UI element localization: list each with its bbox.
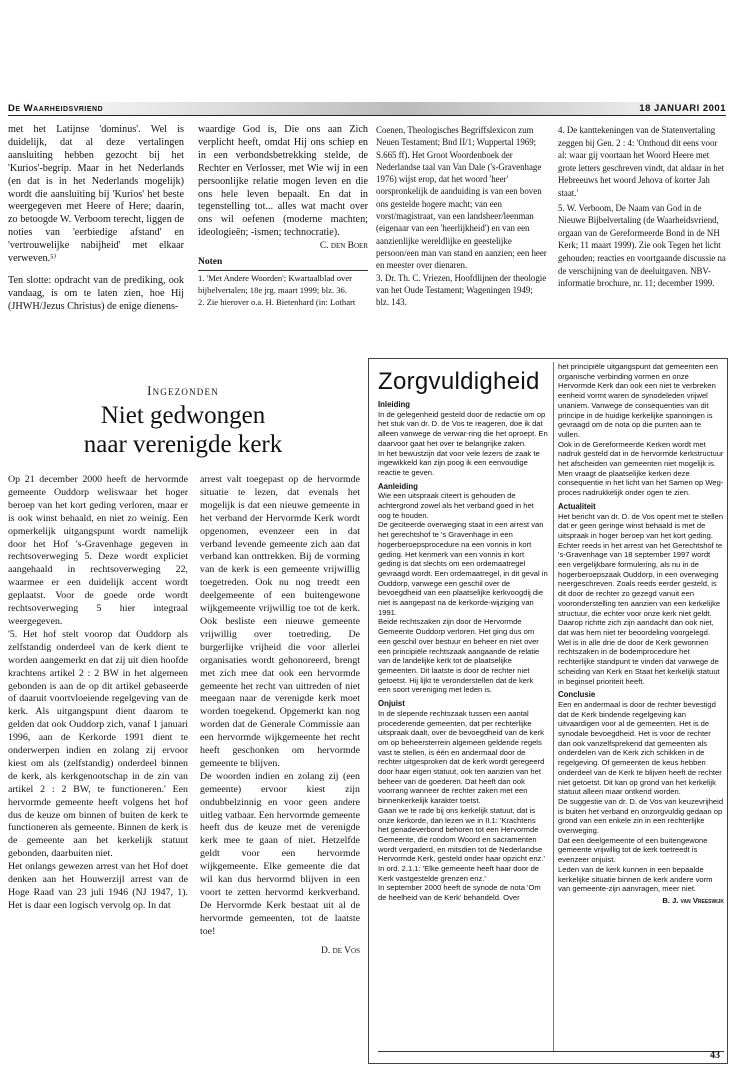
section-text: Wie een uitspraak citeert is gehouden de achtergrond zowel als het verband goed in het oog te houden. De geciteerde overweging staat in een arrest van het gerechtshof te 's Gravenhage in een hogerberoepsprocedure na een vonnis in kort geding. Het kenmerk van een vonnis in kort geding is dat slechts om een ordemaatregel gevraagd wordt. Een ordemaatregel, in dit geval in Ouddorp, vanwege een geschil over de bevoegdheid van een plaatselijke kerkvoogdij die niet is aangepast na de kerkorde-wijziging van 1991. Beide rechtszaken zijn door de Hervormde Gemeente Ouddorp verloren. Het ging dus om een geschil over bestuur en beheer en niet over een principiële rechtszaak aangaande de relatie van de landelijke kerk tot de plaatselijke gemeenten. Dit laatste is door de rechter niet getoetst. Hij lijkt te veronderstellen dat de kerk een soort vereniging met leden is.	[378, 491, 548, 695]
page-number: 43	[710, 1050, 720, 1061]
title-line-2: naar verenigde kerk	[83, 431, 283, 458]
top-column-1	[8, 124, 184, 314]
article2-title: Zorgvuldigheid	[378, 368, 540, 395]
paragraph: '5. Het hof stelt voorop dat Ouddorp als zelfstandig onderdeel van de kerk dient te worden aangemerkt en dat zij uit dien hoofde krachtens artikel 2 : 2 BW in het algemeen gebonden is aan de op dit artikel gebaseerde of daaruit voortvloeiende regelgeving van de kerk. Als uitgangspunt dient daarom te gelden dat ook Ouddorp zich, vanaf 1 januari 1996, aan de Kerkorde 1991 dient te onderwerpen indien en zolang zij ervoor kiest om als (zelfstandig) onderdeel binnen de kerk, als kerkgenootschap in de zin van artikel 2 : 2 BW, te functioneren.' Een hervormde gemeente heeft volgens het hof dus de keuze om binnen of buiten de kerk te functioneren als gemeente. Binnen de kerk is de gemeente aan het kerkelijk statuut gebonden, daarbuiten niet.	[8, 628, 188, 860]
author-signature: D. de Vos	[321, 945, 360, 956]
notes-heading: Noten	[198, 257, 223, 268]
top-column-3	[376, 124, 548, 308]
note-1: 1. 'Met Andere Woorden'; Kwartaalblad over bijbelvertalen; 18e jrg. maart 1999; blz. 36.	[198, 272, 353, 295]
top-column-2	[198, 124, 368, 308]
top-column-4	[558, 124, 728, 290]
article1-column-2	[200, 474, 360, 958]
note-4: 4. De kanttekeningen van de Statenvertaling zeggen bij Gen. 2 : 4: 'Onthoud dit eens voor al: waar gij voortaan het Woord Heere met grote letters geschreven vindt, dat aldaar in het Hebreeuws het woord Jehova of korter Jah staat.'	[558, 125, 725, 198]
paragraph: Ten slotte: opdracht van de prediking, ook vandaag, is om te laten zien, hoe Hij (JHWH/Jezus Christus) de enige dienens-	[8, 274, 184, 312]
issue-date: 18 JANUARI 2001	[639, 103, 726, 114]
section-heading: Onjuist	[378, 699, 405, 709]
section-heading: Aanleiding	[378, 481, 418, 491]
notes-block	[198, 257, 368, 308]
section-heading: Conclusie	[558, 690, 596, 700]
section-kicker: Ingezonden	[147, 383, 219, 398]
note-2: 2. Zie hierover o.a. H. Bietenhard (in: Lothart	[198, 296, 356, 307]
note-3: 3. Dr. Th. C. Vriezen, Hoofdlijnen der theologie van het Oude Testament; Wageningen 1949; blz. 143.	[376, 272, 547, 308]
note-5: 5. W. Verboom, De Naam van God in de Nieuwe Bijbelvertaling (de Waarheidsvriend, orgaan van de Gereformeerde Bond in de NH Kerk; 11 maart 1999). Zie ook Tegen het licht gehouden; reacties en voortgaande discussie na de verschijning van de deeluitgaven. NBV-informatie brochure, nr. 11; december 1999.	[558, 202, 726, 289]
section-text: Een en andermaal is door de rechter bevestigd dat de Kerk bindende regelgeving kan uitvaardigen voor al de gemeenten. Het is de synodale bevoegdheid. Het is voor de rechter dan ook vanzelfsprekend dat gemeenten als onderdelen van de Kerk zich schikken in de regelgeving. Of gemeenten de keus hebben onderdeel van de Kerk te blijven heeft de rechter niet getoetst. Dit kan op grond van het kerkelijk statuut alleen maar ontkend worden. De suggestie van dr. D. de Vos van keuzevrijheid is buiten het verband en onzorgvuldig gedaan op grond van een enkele zin in een rechterlijke overweging. Dat een deelgemeente of een buitengewone gemeente vrijwillig tot de kerk toetreedt is evenzeer onjuist. Leden van de kerk kunnen in een bepaalde kerkelijke situatie binnen de kerk andere vorm van gemeente-zijn aanvragen, meer niet.	[558, 699, 724, 894]
article-title	[8, 401, 358, 459]
article2-column-1	[378, 398, 548, 903]
section-text: In de gelegenheid gesteld door de redactie om op het stuk van dr. D. de Vos te reageren, doe ik dat alleen vanwege de verwar-ring die het oproept. En daarvoor gaat het over te belangrijke zaken. In het bewustzijn dat voor vele lezers de zaak te ingewikkeld kan zijn poog ik een eenvoudige reactie te geven.	[378, 409, 548, 477]
column-divider	[553, 362, 554, 1052]
paragraph: met het Latijnse 'dominus'. Wel is duidelijk, dat al deze vertalingen aansluiting hebben gezocht bij het 'Kurios'-begrip. Maar in het Nederlands (en dat is in het Nederlands mogelijk) wordt die aansluiting bij 'Kurios' het beste weergegeven met Heere of Here; daarin, zo betoogde W. Verboom terecht, liggen de noties van 'eerbiedige afstand' en 'vertrouwelijke nabijheid' met elkaar verweven.⁵⁾	[8, 124, 184, 265]
paragraph: Op 21 december 2000 heeft de hervormde gemeente Ouddorp weliswaar het hoger beroep van het kort geding verloren, maar er is ook winst behaald, en niet zo weinig. Een opmerkelijk uitgangspunt wordt namelijk door het Hof 's-Gravenhage gegeven in rechtsoverweging 5. Deze wordt expliciet aangehaald in rechtsoverweging 22, waarmee er een duidelijk accent wordt geplaatst. Voor de goede orde wordt rechtsoverweging 5 hier integraal weergegeven.	[8, 474, 188, 627]
notes-rule	[198, 270, 368, 271]
title-line-1: Niet gedwongen	[100, 402, 266, 429]
section-heading: Actualiteit	[558, 501, 596, 511]
section-text: In de slepende rechtszaak tussen een aantal procederende gemeenten, dat per rechterlijke uitspraak daalt, over de bevoegdheid van de kerk om op beheersterrein algemeen geldende regels vast te stellen, is één en andermaal door de rechter uitgesproken dat de kerk wordt geregeerd door haar eigen statuut, ook ten aanzien van het beheer van de goederen. Dat heeft dan ook voorrang wanneer de rechter zaken met een binnenkerkelijk karakter toetst. Gaan we te rade bij ons kerkelijk statuut, dat is onze kerkorde, dan lezen we in II.1: 'Krachtens het genadeverbond behoren tot een Hervormde Gemeente, die rondom Woord en sacramenten wordt vergaderd, en mitsdien tot de Nederlandse Hervormde Kerk, gesteld onder haar opzicht enz.' In ord. 2.1.1: 'Elke gemeente heeft haar door de Kerk vastgestelde grenzen enz.' In september 2000 heeft de synode de nota 'Om de heelheid van de Kerk' behandeld. Over	[378, 708, 545, 903]
paragraph: waardige God is, Die ons aan Zich verplicht heeft, omdat Hij ons schiep en in een verbondsbetrekking stelde, de Rechter en Verlosser, met Wie wij in een persoonlijke relatie mogen leven en die ons hele leven bepaalt. En dat in tegenstelling tot... alles wat macht over ons wil oefenen (moderne machten; ideologieën; -ismen; technocratie).	[198, 124, 368, 239]
article1-column-1	[8, 474, 188, 913]
section-text: Het bericht van dr. D. de Vos opent met te stellen dat er geen geringe winst behaald is met de uitspraak in hoger beroep van het kort geding. Echter reeds in het arrest van het Gerechtshof te 's-Gravenhage van 18 september 1997 wordt een vergelijkbare formulering, als nu in de hogerberoepszaak Ouddorp, in een overweging neergeschreven. Zoals reeds eerder gesteld, is dit door de rechter zo gezegd vanuit een vooronderstelling ten aanzien van een kerkelijke structuur, die echter voor onze kerk niet geldt. Daarop richtte zich zijn aandacht dan ook niet, dat was hem niet ter beoordeling voorgelegd. Wel is in alle drie de door de Kerk gewonnen rechtszaken in de bodemprocedure het rechterlijke standpunt te vinden dat vanwege de scheiding van Kerk en Staat het kerkelijk statuut in beginsel prioriteit heeft.	[558, 511, 724, 686]
publication-name: De Waarheidsvriend	[8, 103, 104, 114]
note-continuation: Coenen, Theologisches Begriffslexicon zum Neuen Testament; Bnd II/1; Wuppertal 1969; S.665 ff). Het Groot Woordenboek der Nederlandse taal van Van Dale ('s-Gravenhage 1976) wijst erop, dat het woord 'heer' oorspronkelijk de aanduiding is van een boven ons gestelde hogere macht; van een vorst/magistraat, van een landsheer/leenman (eigenaar van een 'heerlijkheid') en van een aanzienlijke wereldlijke en geestelijke persoon/een man van stand en aanzien; een heer en meester over dienaren.	[376, 125, 547, 271]
section-heading: Inleiding	[378, 400, 411, 409]
paragraph: Het onlangs gewezen arrest van het Hof doet denken aan het Houwerzijl arrest van de Hoge Raad van 23 juli 1946 (NJ 1947, 1). Het is daar een logisch vervolg op. In dat	[8, 861, 188, 911]
section-text: het principiële uitgangspunt dat gemeenten een organische verbinding vormen en onze Hervormde Kerk dan ook een niet te verbreken eenheid vormt waren de synodeleden vrijwel unaniem. Vanwege de consequenties van dit principe in de huidige kerkelijke spanningen is gevraagd om de nota op die punten aan te vullen. Ook in de Gereformeerde Kerken wordt met nadruk gesteld dat in de hervormde kerkstructuur het afscheiden van gemeenten niet mogelijk is. Men vraagt de plaatselijke kerken deze consequentie in het licht van het Samen op Weg-proces nadrukkelijk onder ogen te zien.	[558, 362, 724, 498]
author-signature: C. den Boer	[319, 241, 368, 252]
paragraph: De woorden indien en zolang zij (een gemeente) ervoor kiest zijn ondubbelzinnig en voor geen andere uitleg vatbaar. Een hervormde gemeente heeft dus de keuze met de verenigde kerk mee te gaan of niet. Hetzelfde geldt voor een hervormde wijkgemeente. Elke gemeente die dat wil kan dus hervormd blijven in een voort te zetten hervormd kerkverband. De Hervormde Kerk bestaat uit al de hervormde gemeenten, tot de laatste toe!	[200, 770, 360, 937]
running-header	[8, 102, 726, 116]
author-signature: B. J. van Vreeswijk	[662, 895, 724, 905]
article2-column-2	[558, 362, 724, 906]
paragraph: arrest valt toegepast op de hervormde situatie te lezen, dat evenals het mogelijk is dat een nieuwe gemeente in het verband der Hervormde Kerk wordt opgenomen, evenzeer een in dat verband levende gemeente zich aan dat verband kan onttrekken. Bij de vorming van de kerk is een gemeente vrijwillig toegetreden. Ook nu nog treedt een deelgemeente of een buitengewone wijkgemeente vrijwillig toe tot de kerk. Ook besliste een nieuwe gemeente vrijwillig over toetreding. De burgerlijke vrijheid die voor allerlei organisaties wordt gehonoreerd, brengt met zich mee dat ook een hervormde gemeente het recht van uittreden of niet meegaan naar de verenigde kerk moet worden toegekend. Opgemerkt kan nog worden dat de Generale Commissie aan een hervormde wijkgemeente het recht heeft geschonken om hervormde gemeente te blijven.	[200, 474, 360, 769]
box-bottom-rule	[378, 1051, 724, 1052]
